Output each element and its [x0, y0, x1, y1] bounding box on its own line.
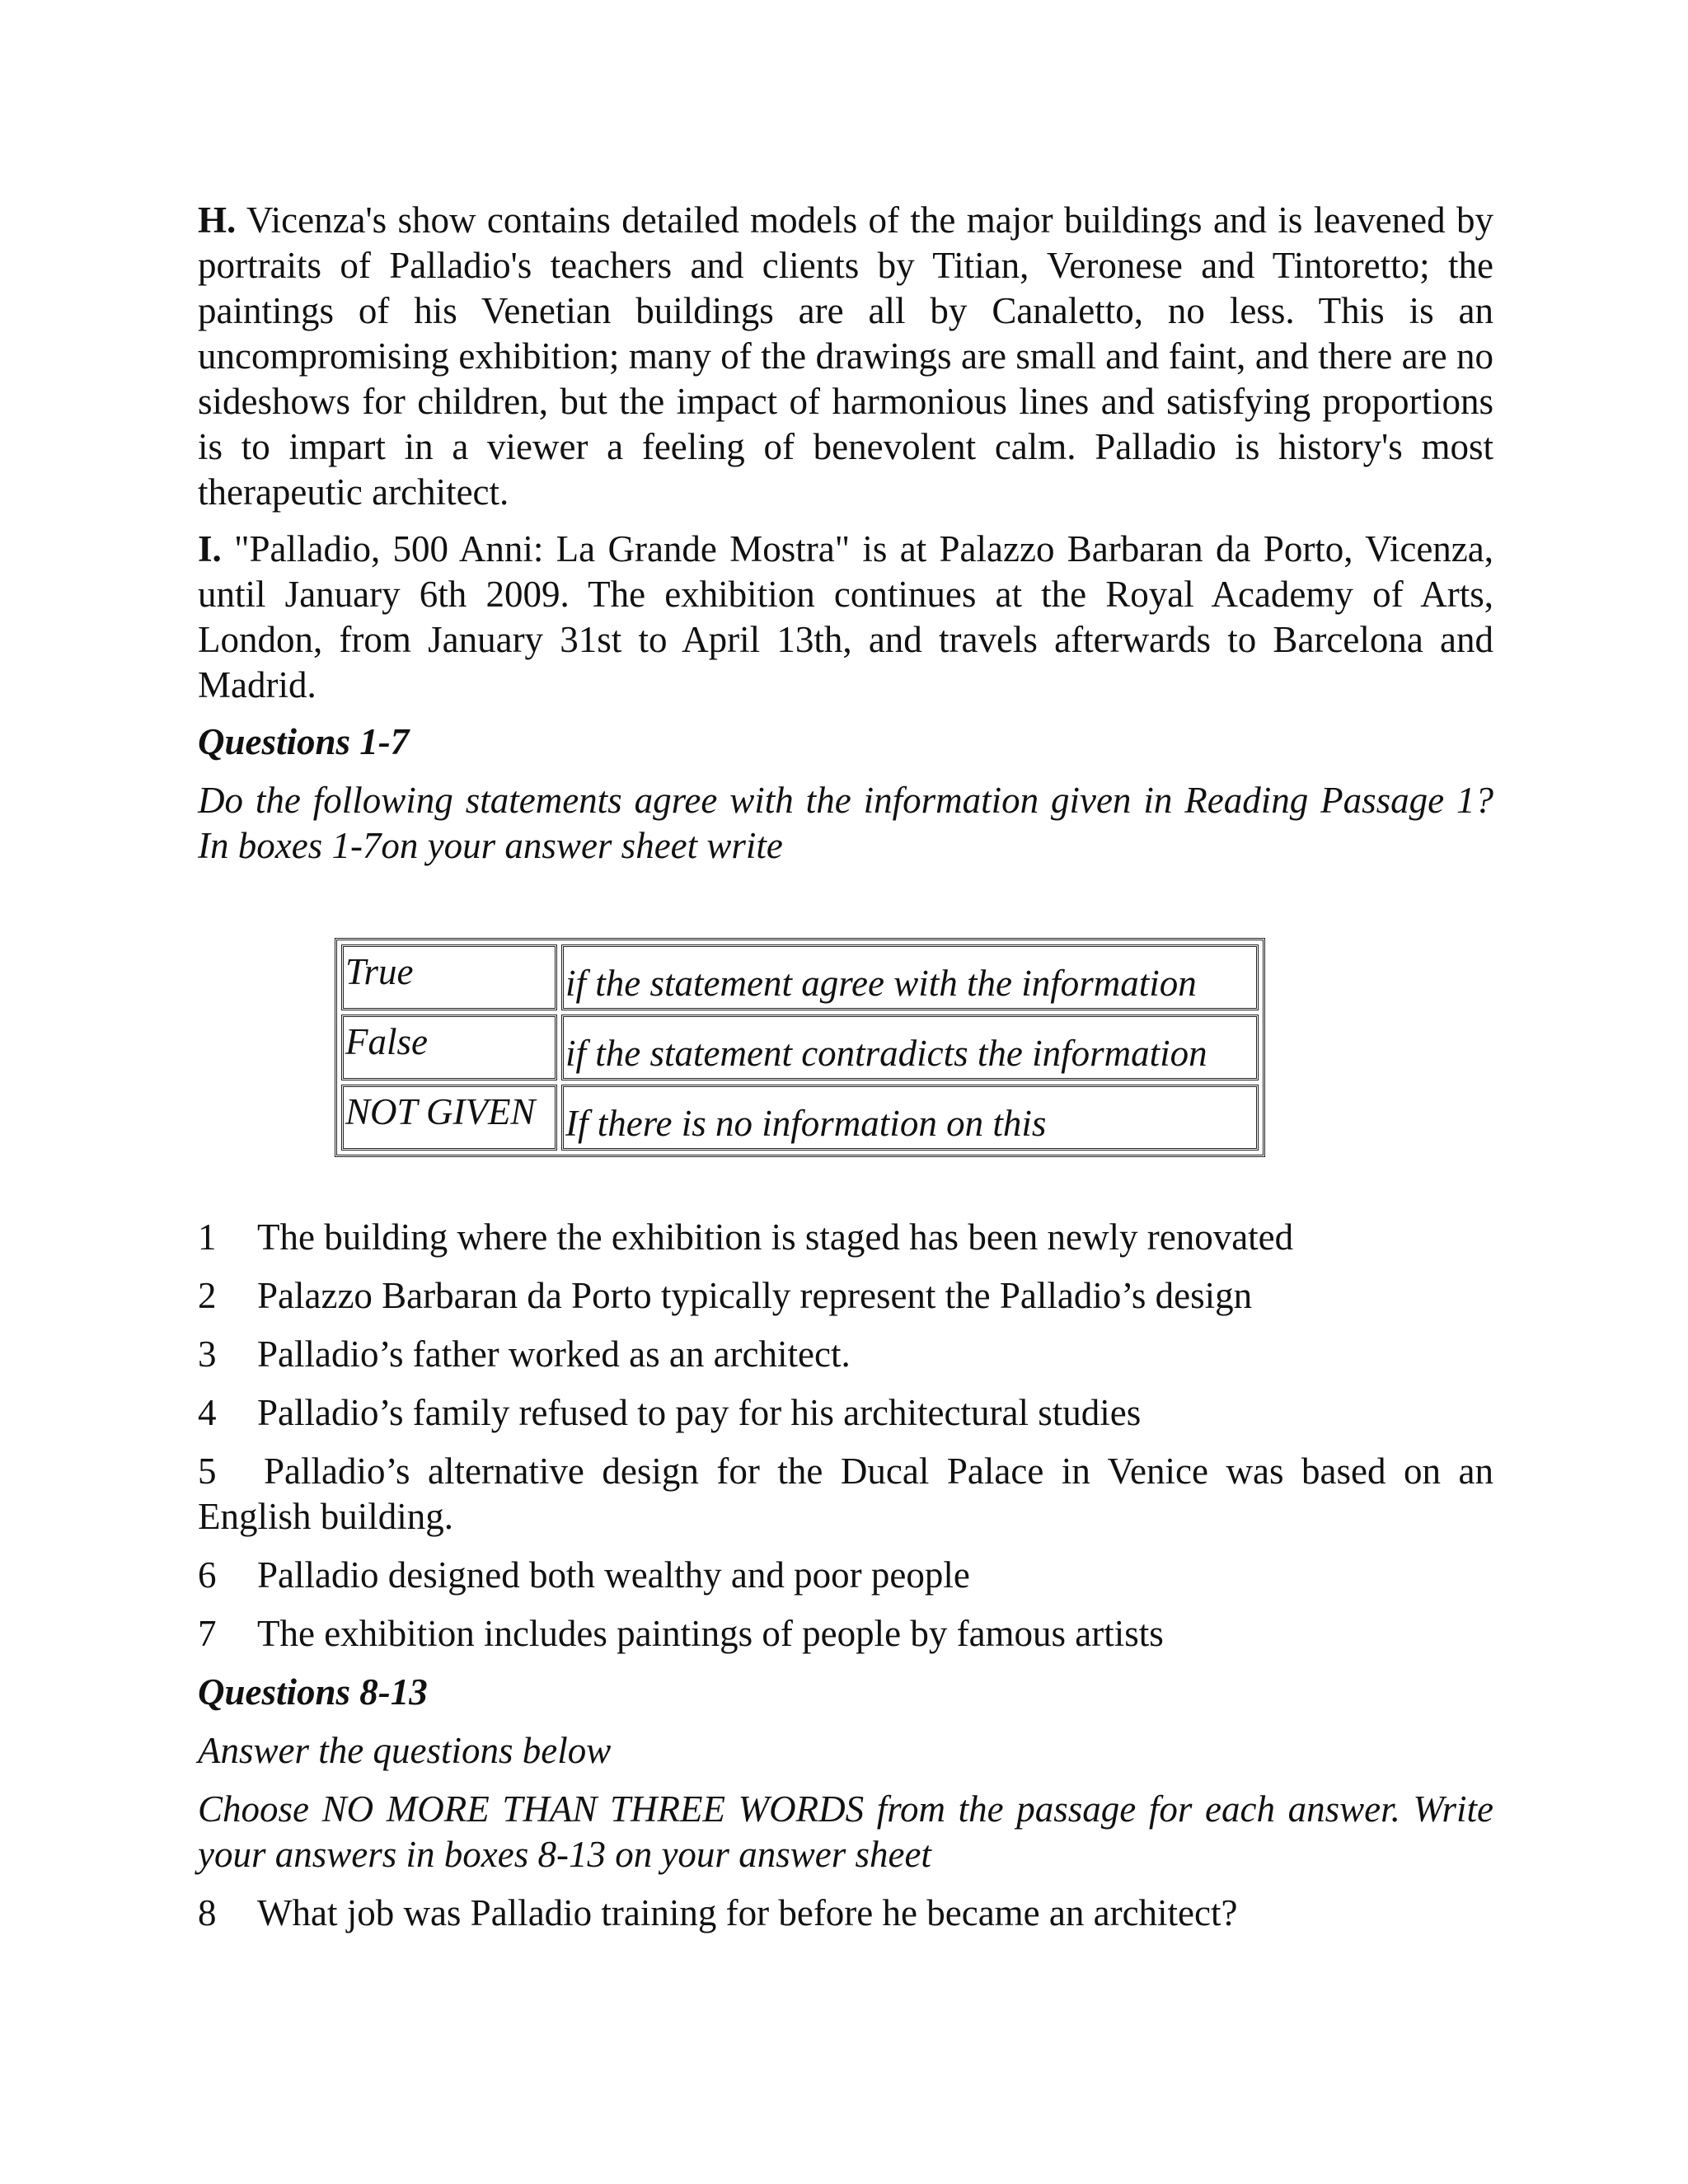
questions-1-7-instruction: Do the following statements agree with the information given in Reading Passage 1? In boxes 1-7on your answer sheet write [198, 780, 1493, 866]
questions-8-13-heading: Questions 8-13 [198, 1671, 428, 1713]
question-number: 8 [198, 1892, 217, 1933]
question-number: 3 [198, 1333, 217, 1375]
question-text: The exhibition includes paintings of people by famous artists [257, 1613, 1164, 1654]
paragraph-i-text: "Palladio, 500 Anni: La Grande Mostra" is at Palazzo Barbaran da Porto, Vicenza, until January 6th 2009. The exhibition continues at the Royal Academy of Arts, London, from January 31st to April 13th, and travels afterwards to Barcelona and Madrid. [198, 528, 1494, 705]
question-text: The building where the exhibition is staged has been newly renovated [257, 1216, 1294, 1258]
question-text: Palladio’s father worked as an architect. [257, 1333, 851, 1375]
legend-value: if the statement contradicts the information [561, 1015, 1259, 1080]
question-number: 4 [198, 1392, 217, 1433]
question-number: 1 [198, 1216, 217, 1258]
legend-key: NOT GIVEN [341, 1085, 557, 1151]
question-item [198, 1215, 1493, 1260]
paragraph-i [198, 527, 1493, 708]
question-item [198, 1390, 1493, 1436]
legend-key: False [341, 1015, 557, 1080]
legend-key: True [341, 944, 557, 1010]
paragraph-h [198, 198, 1493, 515]
question-item [198, 1553, 1493, 1598]
question-text: Palladio’s family refused to pay for his architectural studies [257, 1392, 1142, 1433]
paragraph-h-text: Vicenza's show contains detailed models of the major buildings and is leavened by portraits of Palladio's teachers and clients by Titian, Veronese and Tintoretto; the paintings of his Venetian buildings are all by Canaletto, no less. This is an uncompromising exhibition; many of the drawings are small and faint, and there are no sideshows for children, but the impact of harmonious lines and satisfying proportions is to impart in a viewer a feeling of benevolent calm. Palladio is history's most therapeutic architect. [198, 199, 1494, 513]
question-item [198, 1611, 1493, 1657]
question-text: Palladio designed both wealthy and poor people [257, 1554, 970, 1596]
question-number: 6 [198, 1554, 217, 1596]
legend-row [341, 1015, 1259, 1080]
question-item [198, 1273, 1493, 1319]
answer-key-legend [335, 938, 1493, 1157]
legend-value: If there is no information on this [561, 1085, 1259, 1151]
legend-value: if the statement agree with the information [561, 944, 1259, 1010]
questions-8-13-instruction-1: Answer the questions below [198, 1730, 612, 1771]
paragraph-h-letter: H. [198, 199, 237, 241]
paragraph-i-letter: I. [198, 528, 222, 569]
legend-row [341, 1085, 1259, 1151]
question-text: Palladio’s alternative design for the Ducal Palace in Venice was based on an English building. [198, 1451, 1493, 1537]
question-text: What job was Palladio training for before he became an architect? [257, 1892, 1238, 1933]
question-item [198, 1891, 1493, 1936]
question-number: 7 [198, 1613, 217, 1654]
questions-8-13-instruction-2: Choose NO MORE THAN THREE WORDS from the passage for each answer. Write your answers in boxes 8-13 on your answer sheet [198, 1788, 1493, 1875]
question-number: 2 [198, 1275, 217, 1316]
question-item [198, 1332, 1493, 1377]
question-number: 5 [198, 1451, 217, 1492]
document-page [198, 198, 1493, 1949]
questions-1-7-heading: Questions 1-7 [198, 721, 410, 762]
legend-row [341, 944, 1259, 1010]
question-text: Palazzo Barbaran da Porto typically represent the Palladio’s design [257, 1275, 1253, 1316]
question-item [198, 1449, 1493, 1540]
answer-key-table [335, 938, 1265, 1157]
questions-1-7-list [198, 1215, 1493, 1657]
